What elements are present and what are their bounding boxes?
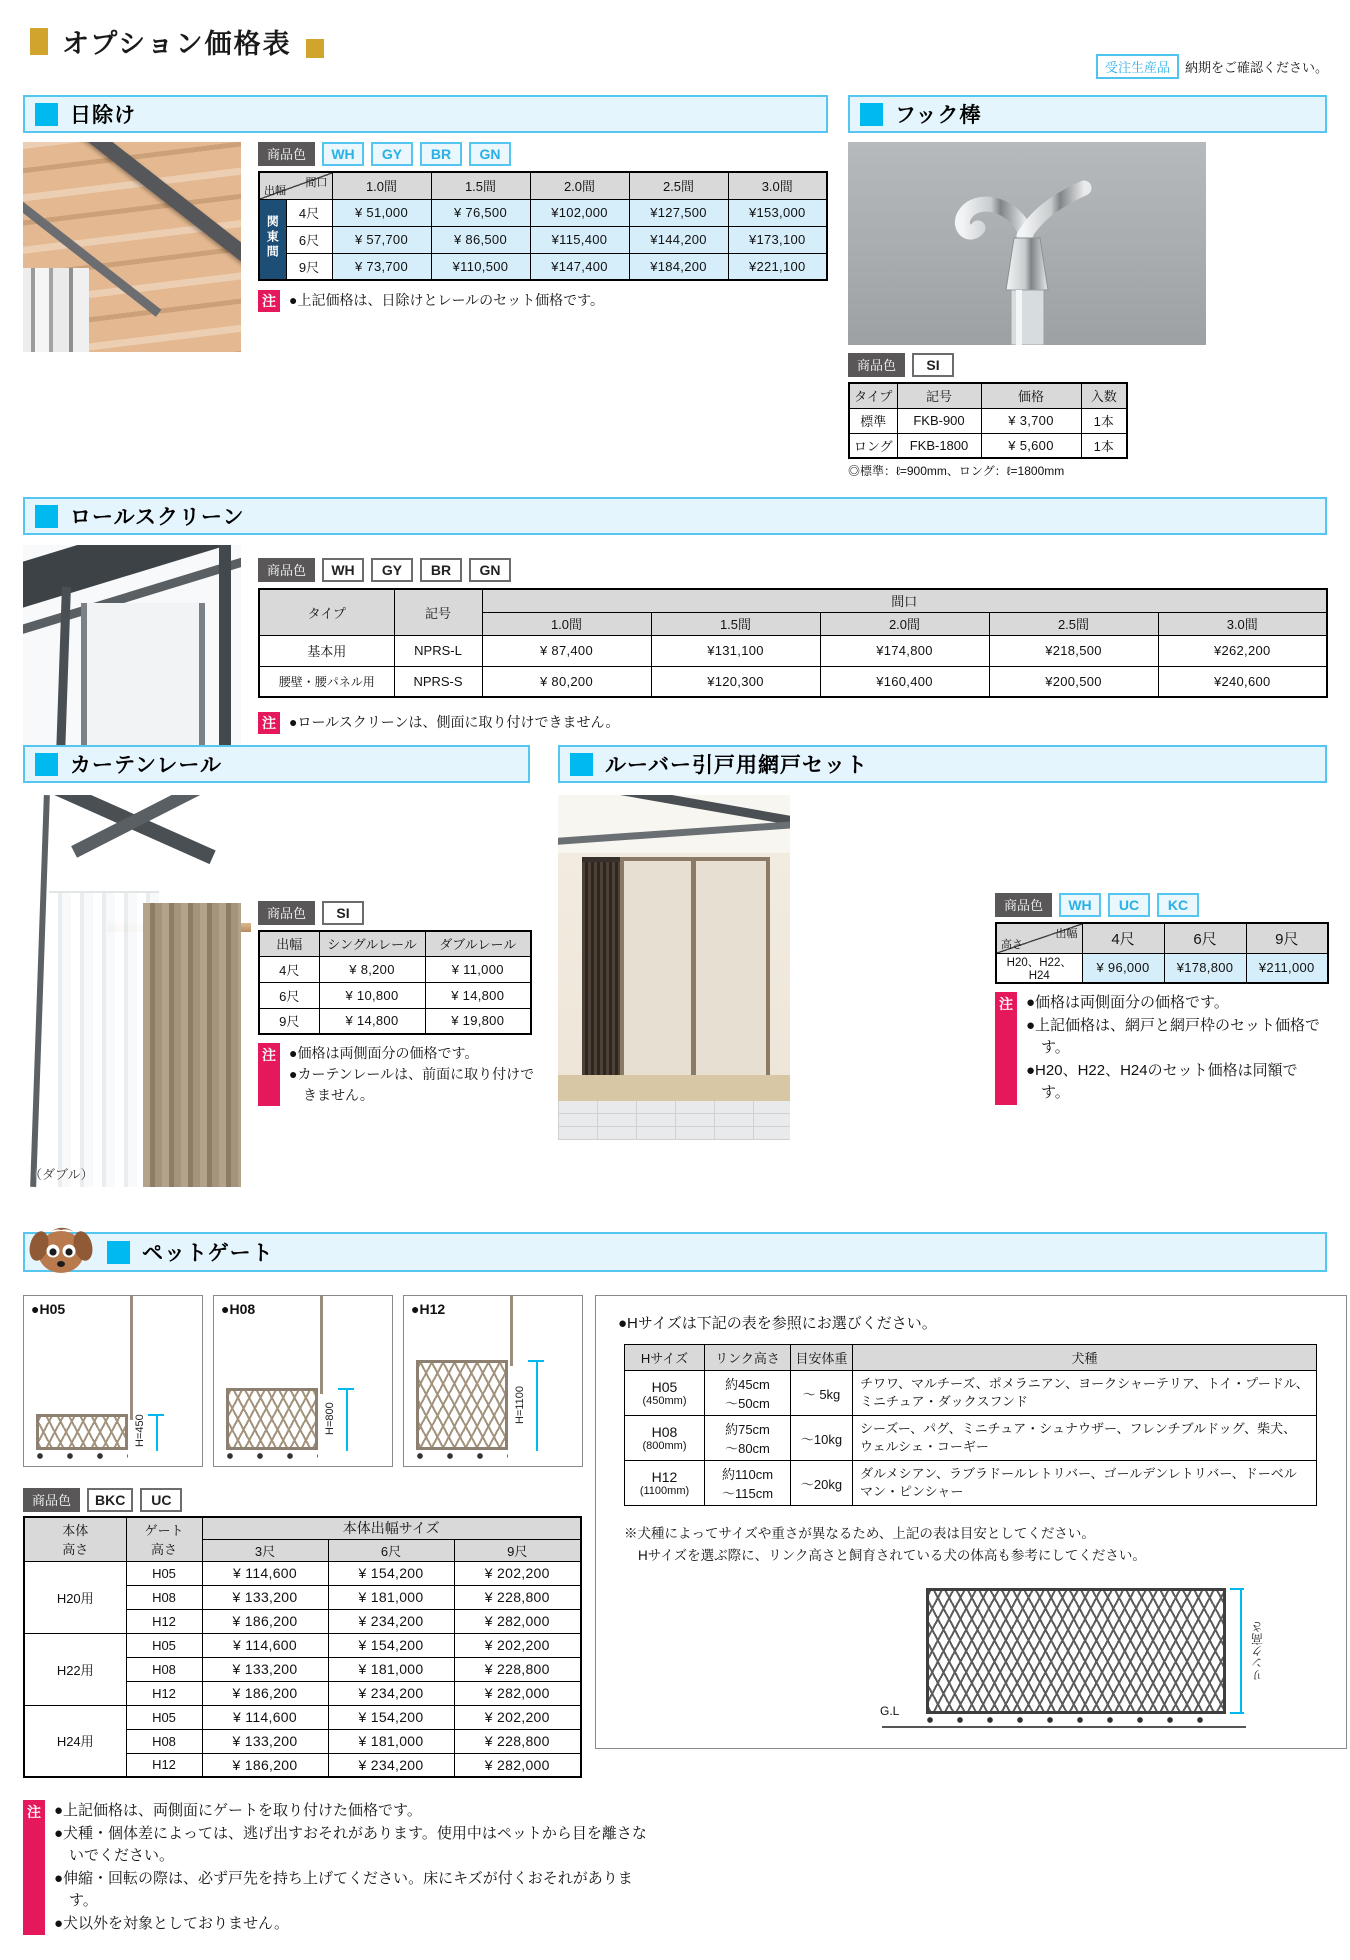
price-cell: ¥ 186,200 <box>202 1609 328 1633</box>
diagram-label: ●H12 <box>411 1301 446 1317</box>
hook-color-row <box>848 353 954 377</box>
note-text: ●H20、H22、H24のセット価格は同額です。 <box>1026 1061 1298 1101</box>
hook-length-note: ◎標準：ℓ=900mm、ロング：ℓ=1800mm <box>848 464 1065 478</box>
price-cell: ¥200,500 <box>989 666 1158 697</box>
section-curtainrail-title: カーテンレール <box>70 754 223 777</box>
gate-cell: H08 <box>126 1729 202 1753</box>
col-header: 価格 <box>981 383 1081 408</box>
note-text: ●価格は両側面分の価格です。 <box>289 1045 479 1061</box>
price-cell: ¥ 154,200 <box>328 1705 454 1729</box>
price-cell: ¥ 234,200 <box>328 1681 454 1705</box>
price-cell: ¥174,800 <box>820 635 989 666</box>
price-cell: ¥102,000 <box>530 199 629 226</box>
col-header <box>126 1517 202 1561</box>
sunshade-price-table <box>258 171 828 281</box>
price-cell: ¥120,300 <box>651 666 820 697</box>
color-swatch-gy: GY <box>371 142 413 166</box>
rollscreen-price-table <box>258 588 1328 698</box>
price-cell: ¥ 282,000 <box>454 1681 581 1705</box>
pole-shape <box>510 1296 513 1366</box>
corner-side-label: 出幅 <box>264 184 286 197</box>
col-header: 9尺 <box>1246 923 1328 953</box>
link-height-cell <box>705 1371 791 1416</box>
curtainrail-photo <box>23 795 251 1187</box>
cyan-square-icon <box>35 753 58 776</box>
span-header: 本体出幅サイズ <box>202 1517 581 1539</box>
color-swatch-wh: WH <box>322 142 364 166</box>
product-color-label: 商品色 <box>23 1488 80 1512</box>
note-badge: 注 <box>258 712 280 734</box>
breeds-cell: ダルメシアン、ラブラドールレトリバー、ゴールデンレトリバー、ドーベルマン・ピンシャー <box>853 1461 1317 1506</box>
panel-intro: ●Hサイズは下記の表を参照にお選びください。 <box>618 1315 937 1332</box>
ground-line <box>882 1726 1246 1728</box>
price-cell: ¥ 114,600 <box>202 1705 328 1729</box>
section-screendoor-heading <box>558 745 1327 783</box>
qty-cell: 1本 <box>1081 433 1127 458</box>
size-cell <box>625 1371 705 1416</box>
row-header: 9尺 <box>286 253 332 280</box>
price-cell: ¥ 154,200 <box>328 1561 454 1585</box>
price-cell: ¥ 133,200 <box>202 1729 328 1753</box>
dim-label: H=800 <box>324 1402 336 1436</box>
section-hook-title: フック棒 <box>895 104 982 127</box>
price-cell: ¥ 228,800 <box>454 1729 581 1753</box>
price-cell: ¥ 76,500 <box>431 199 530 226</box>
section-rollscreen-heading <box>23 497 1327 535</box>
price-cell: ¥ 282,000 <box>454 1753 581 1777</box>
link-height-cell <box>705 1461 791 1506</box>
code-cell: FKB-1800 <box>897 433 981 458</box>
price-cell: ¥131,100 <box>651 635 820 666</box>
weight-cell: ～ 5kg <box>791 1371 853 1416</box>
price-cell: ¥110,500 <box>431 253 530 280</box>
color-swatch-wh: WH <box>1059 893 1101 917</box>
petgate-diagram-h12 <box>403 1295 583 1467</box>
gate-lattice-shape <box>36 1414 128 1450</box>
corner-top-label: 間口 <box>305 177 328 189</box>
col-header: 9尺 <box>454 1539 581 1561</box>
gate-cell: H08 <box>126 1585 202 1609</box>
price-cell: ¥ 234,200 <box>328 1753 454 1777</box>
header-line: 高さ <box>150 1542 177 1558</box>
pole-shape <box>320 1296 323 1394</box>
accordion-door-shape <box>582 857 620 1105</box>
ground-level-label: G.L <box>880 1704 900 1718</box>
col-header: 記号 <box>897 383 981 408</box>
dog-icon <box>28 1214 94 1282</box>
section-petgate-heading <box>23 1232 1327 1272</box>
price-cell: ¥ 51,000 <box>332 199 431 226</box>
price-cell: ¥144,200 <box>629 226 728 253</box>
col-header: 2.0間 <box>820 612 989 635</box>
color-swatch-bkc: BKC <box>87 1488 133 1512</box>
gate-wheels-shape <box>416 1452 508 1460</box>
price-cell: ¥ 181,000 <box>328 1729 454 1753</box>
gate-wheels-shape <box>226 1452 318 1460</box>
price-cell: ¥ 202,200 <box>454 1705 581 1729</box>
price-cell: ¥ 186,200 <box>202 1681 328 1705</box>
col-header: 3.0間 <box>1158 612 1327 635</box>
price-cell: ¥ 5,600 <box>981 433 1081 458</box>
cyan-square-icon <box>35 505 58 528</box>
dim-line <box>536 1360 538 1451</box>
post-shape <box>219 545 231 755</box>
price-cell: ¥ 3,700 <box>981 408 1081 433</box>
section-petgate-title: ペットゲート <box>142 1242 274 1265</box>
col-header: 2.0間 <box>530 172 629 199</box>
petgate-price-table <box>23 1516 582 1778</box>
group-header: H24用 <box>24 1705 126 1777</box>
link-line: ～115cm <box>721 1486 774 1501</box>
col-header: 1.5間 <box>431 172 530 199</box>
section-curtainrail-heading <box>23 745 530 783</box>
cyan-square-icon <box>860 103 883 126</box>
note-text: ●上記価格は、両側面にゲートを取り付けた価格です。 <box>54 1802 422 1819</box>
corner-header <box>996 923 1082 953</box>
col-header: シングルレール <box>319 931 425 956</box>
row-header: 9尺 <box>259 1008 319 1034</box>
qty-cell: 1本 <box>1081 408 1127 433</box>
col-header: 2.5間 <box>989 612 1158 635</box>
petgate-color-row <box>23 1488 182 1512</box>
dim-label: H=1100 <box>514 1385 526 1425</box>
gold-square-icon <box>30 28 48 55</box>
type-cell: 基本用 <box>259 635 394 666</box>
post-shape <box>56 587 71 755</box>
type-cell: 標準 <box>849 408 897 433</box>
dim-line <box>346 1388 348 1451</box>
rollscreen-photo <box>23 545 241 755</box>
price-cell: ¥184,200 <box>629 253 728 280</box>
frame-post-shape <box>23 268 89 352</box>
tile-floor-shape <box>558 1101 790 1140</box>
size-cell <box>625 1461 705 1506</box>
group-header: H22用 <box>24 1633 126 1705</box>
col-header: 入数 <box>1081 383 1127 408</box>
screen-door-mullion-shape <box>691 857 696 1100</box>
size-code: H05 <box>651 1379 678 1395</box>
price-cell: ¥ 202,200 <box>454 1561 581 1585</box>
section-sunshade-title: 日除け <box>70 104 136 127</box>
link-line: 約110cm <box>721 1467 774 1482</box>
price-cell: ¥ 8,200 <box>319 956 425 982</box>
region-cell <box>259 199 286 280</box>
weight-cell: ～10kg <box>791 1416 853 1461</box>
col-header: 3尺 <box>202 1539 328 1561</box>
hsize-table <box>624 1344 1317 1506</box>
col-header: Hサイズ <box>625 1345 705 1371</box>
price-cell: ¥ 282,000 <box>454 1609 581 1633</box>
product-color-label: 商品色 <box>258 558 315 582</box>
link-line: ～80cm <box>725 1441 770 1456</box>
row-header: 6尺 <box>286 226 332 253</box>
price-cell: ¥ 228,800 <box>454 1657 581 1681</box>
pole-shape <box>130 1296 133 1420</box>
price-cell: ¥ 133,200 <box>202 1585 328 1609</box>
dim-label: リンク高さ <box>1250 1621 1265 1681</box>
screendoor-price-table <box>995 922 1329 984</box>
hook-illustration <box>848 142 1206 345</box>
corner-top-label: 出幅 <box>1055 928 1078 940</box>
diagram-label: ●H08 <box>221 1301 256 1317</box>
price-cell: ¥221,100 <box>728 253 827 280</box>
note-badge: 注 <box>23 1800 45 1935</box>
group-header: H20用 <box>24 1561 126 1633</box>
page-title: オプション価格表 <box>62 29 292 59</box>
color-swatch-br: BR <box>420 558 462 582</box>
price-cell: ¥ 86,500 <box>431 226 530 253</box>
color-swatch-gn: GN <box>469 558 511 582</box>
gate-cell: H12 <box>126 1753 202 1777</box>
header-line: 高さ <box>62 1542 89 1558</box>
gold-square-icon <box>306 39 324 58</box>
link-line: 約45cm <box>725 1377 770 1392</box>
gate-lattice-shape <box>226 1388 318 1450</box>
dim-line <box>1240 1588 1242 1714</box>
price-cell: ¥211,000 <box>1246 953 1328 983</box>
section-screendoor-title: ルーバー引戸用網戸セット <box>605 754 868 777</box>
price-cell: ¥ 186,200 <box>202 1753 328 1777</box>
drape-curtain-shape <box>143 903 241 1187</box>
type-cell: ロング <box>849 433 897 458</box>
color-swatch-si: SI <box>322 901 364 925</box>
rollscreen-color-row <box>258 558 511 582</box>
col-header: タイプ <box>259 589 394 635</box>
note-text: ●上記価格は、網戸と網戸枠のセット価格です。 <box>1026 1016 1321 1056</box>
note-text: ●伸縮・回転の際は、必ず戸先を持ち上げてください。床にキズが付くおそれがあります。 <box>54 1869 633 1909</box>
price-cell: ¥ 96,000 <box>1082 953 1164 983</box>
hook-price-table <box>848 382 1128 459</box>
corner-header <box>259 172 332 199</box>
row-header: 6尺 <box>259 982 319 1008</box>
color-swatch-gn: GN <box>469 142 511 166</box>
curtainrail-price-table <box>258 930 532 1035</box>
color-swatch-br: BR <box>420 142 462 166</box>
col-header: 犬種 <box>853 1345 1317 1371</box>
breeds-cell: チワワ、マルチーズ、ポメラニアン、ヨークシャーテリア、トイ・プードル、ミニチュア・ダックスフンド <box>853 1371 1317 1416</box>
section-hook-heading <box>848 95 1327 133</box>
cyan-square-icon <box>107 1241 130 1264</box>
row-header: 4尺 <box>259 956 319 982</box>
hook-rod-photo <box>848 142 1206 345</box>
dim-label: H=450 <box>134 1414 146 1448</box>
col-header: 4尺 <box>1082 923 1164 953</box>
col-header: 記号 <box>394 589 482 635</box>
col-header: 1.0間 <box>482 612 651 635</box>
size-mm: (450mm) <box>642 1395 687 1407</box>
row-header: H20、H22、H24 <box>996 953 1082 983</box>
price-cell: ¥127,500 <box>629 199 728 226</box>
gate-cell: H12 <box>126 1609 202 1633</box>
price-cell: ¥160,400 <box>820 666 989 697</box>
color-swatch-uc: UC <box>140 1488 182 1512</box>
panel-caution: Hサイズを選ぶ際に、リンク高さと飼育されている犬の体高も参考にしてください。 <box>638 1548 1146 1563</box>
sunshade-photo <box>23 142 241 352</box>
price-cell: ¥ 181,000 <box>328 1585 454 1609</box>
header-line: 本体 <box>62 1523 89 1539</box>
row-header: 4尺 <box>286 199 332 226</box>
col-header: 3.0間 <box>728 172 827 199</box>
size-mm: (1100mm) <box>639 1485 690 1497</box>
note-text: ●ロールスクリーンは、側面に取り付けできません。 <box>289 714 620 730</box>
gate-wheels-shape <box>36 1452 128 1460</box>
petgate-diagram-h08 <box>213 1295 393 1467</box>
color-swatch-kc: KC <box>1157 893 1199 917</box>
col-header: リンク高さ <box>705 1345 791 1371</box>
color-swatch-gy: GY <box>371 558 413 582</box>
color-swatch-uc: UC <box>1108 893 1150 917</box>
gate-lattice-shape <box>416 1360 508 1450</box>
region-label: 関東間 <box>265 215 280 261</box>
note-badge: 注 <box>258 1043 280 1106</box>
col-header: 6尺 <box>1164 923 1246 953</box>
corner-side-label: 高さ <box>1001 938 1023 951</box>
span-header: 間口 <box>482 589 1327 612</box>
price-cell: ¥ 87,400 <box>482 635 651 666</box>
price-cell: ¥ 57,700 <box>332 226 431 253</box>
gate-cell: H08 <box>126 1657 202 1681</box>
gate-schematic-wheels <box>926 1716 1226 1724</box>
col-header: タイプ <box>849 383 897 408</box>
col-header <box>24 1517 126 1561</box>
price-cell: ¥ 73,700 <box>332 253 431 280</box>
section-sunshade-heading <box>23 95 828 133</box>
color-swatch-wh: WH <box>322 558 364 582</box>
made-to-order-badge: 受注生産品 <box>1096 54 1179 79</box>
price-cell: ¥ 14,800 <box>319 1008 425 1034</box>
petgate-notes <box>23 1800 654 1935</box>
gate-cell: H05 <box>126 1561 202 1585</box>
page-title-row <box>30 22 324 61</box>
dim-line <box>156 1414 158 1451</box>
price-cell: ¥ 228,800 <box>454 1585 581 1609</box>
price-cell: ¥ 80,200 <box>482 666 651 697</box>
price-cell: ¥153,000 <box>728 199 827 226</box>
note-text: ●価格は両側面分の価格です。 <box>1026 994 1229 1011</box>
link-height-cell <box>705 1416 791 1461</box>
color-swatch-si: SI <box>912 353 954 377</box>
weight-cell: ～20kg <box>791 1461 853 1506</box>
gate-schematic-lattice <box>926 1588 1226 1714</box>
size-mm: (800mm) <box>642 1440 687 1452</box>
product-color-label: 商品色 <box>995 893 1052 917</box>
price-cell: ¥ 234,200 <box>328 1609 454 1633</box>
note-text: ●犬以外を対象としておりません。 <box>54 1914 289 1932</box>
breeds-cell: シーズー、パグ、ミニチュア・シュナウザー、フレンチブルドッグ、柴犬、ウェルシェ・コーギー <box>853 1416 1317 1461</box>
header-line: ゲート <box>144 1523 184 1539</box>
link-line: 約75cm <box>725 1422 770 1437</box>
price-cell: ¥178,800 <box>1164 953 1246 983</box>
price-cell: ¥ 133,200 <box>202 1657 328 1681</box>
code-cell: FKB-900 <box>897 408 981 433</box>
section-rollscreen-title: ロールスクリーン <box>70 506 245 529</box>
size-code: H12 <box>651 1469 678 1485</box>
code-cell: NPRS-L <box>394 635 482 666</box>
petgate-diagram-h05 <box>23 1295 203 1467</box>
screendoor-photo <box>558 795 790 1140</box>
screendoor-note <box>995 992 1326 1105</box>
hsize-reference-panel <box>595 1295 1347 1749</box>
wainscot-shape <box>558 1075 790 1101</box>
frame-shape <box>30 795 50 1187</box>
type-cell: 腰壁・腰パネル用 <box>259 666 394 697</box>
size-cell <box>625 1416 705 1461</box>
screendoor-color-row <box>995 893 1199 917</box>
photo-caption: （ダブル） <box>29 1167 94 1182</box>
price-cell: ¥ 14,800 <box>425 982 531 1008</box>
col-header: 1.0間 <box>332 172 431 199</box>
price-cell: ¥ 181,000 <box>328 1657 454 1681</box>
size-code: H08 <box>651 1424 678 1440</box>
product-color-label: 商品色 <box>258 901 315 925</box>
price-cell: ¥ 11,000 <box>425 956 531 982</box>
price-cell: ¥ 154,200 <box>328 1633 454 1657</box>
rollscreen-note <box>258 712 619 734</box>
note-badge: 注 <box>258 290 280 312</box>
panel-caution: ※犬種によってサイズや重さが異なるため、上記の表は目安としてください。 <box>624 1526 1095 1541</box>
gate-cell: H05 <box>126 1705 202 1729</box>
diagram-label: ●H05 <box>31 1301 66 1317</box>
link-line: ～50cm <box>725 1396 770 1411</box>
made-to-order-note: 納期をご確認ください。 <box>1184 60 1328 75</box>
product-color-label: 商品色 <box>258 142 315 166</box>
price-cell: ¥ 19,800 <box>425 1008 531 1034</box>
price-cell: ¥147,400 <box>530 253 629 280</box>
col-header: 出幅 <box>259 931 319 956</box>
gate-cell: H12 <box>126 1681 202 1705</box>
cyan-square-icon <box>570 753 593 776</box>
product-color-label: 商品色 <box>848 353 905 377</box>
price-cell: ¥173,100 <box>728 226 827 253</box>
curtainrail-note <box>258 1043 539 1106</box>
price-cell: ¥218,500 <box>989 635 1158 666</box>
code-cell: NPRS-S <box>394 666 482 697</box>
col-header: 1.5間 <box>651 612 820 635</box>
col-header: 2.5間 <box>629 172 728 199</box>
curtainrail-color-row <box>258 901 364 925</box>
made-to-order-row <box>1096 54 1328 79</box>
note-text: ●犬種・個体差によっては、逃げ出すおそれがあります。使用中はペットから目を離さないでください。 <box>54 1824 647 1864</box>
note-text: ●上記価格は、日除けとレールのセット価格です。 <box>289 292 605 308</box>
gate-cell: H05 <box>126 1633 202 1657</box>
cyan-square-icon <box>35 103 58 126</box>
note-text: ●カーテンレールは、前面に取り付けできません。 <box>289 1066 535 1103</box>
note-badge: 注 <box>995 992 1017 1105</box>
price-cell: ¥ 202,200 <box>454 1633 581 1657</box>
sunshade-note <box>258 290 604 312</box>
price-cell: ¥262,200 <box>1158 635 1327 666</box>
sunshade-color-row <box>258 142 511 166</box>
price-cell: ¥115,400 <box>530 226 629 253</box>
col-header: ダブルレール <box>425 931 531 956</box>
col-header: 目安体重 <box>791 1345 853 1371</box>
price-cell: ¥ 10,800 <box>319 982 425 1008</box>
price-cell: ¥240,600 <box>1158 666 1327 697</box>
col-header: 6尺 <box>328 1539 454 1561</box>
screen-panel-shape <box>81 603 205 755</box>
price-cell: ¥ 114,600 <box>202 1561 328 1585</box>
price-cell: ¥ 114,600 <box>202 1633 328 1657</box>
